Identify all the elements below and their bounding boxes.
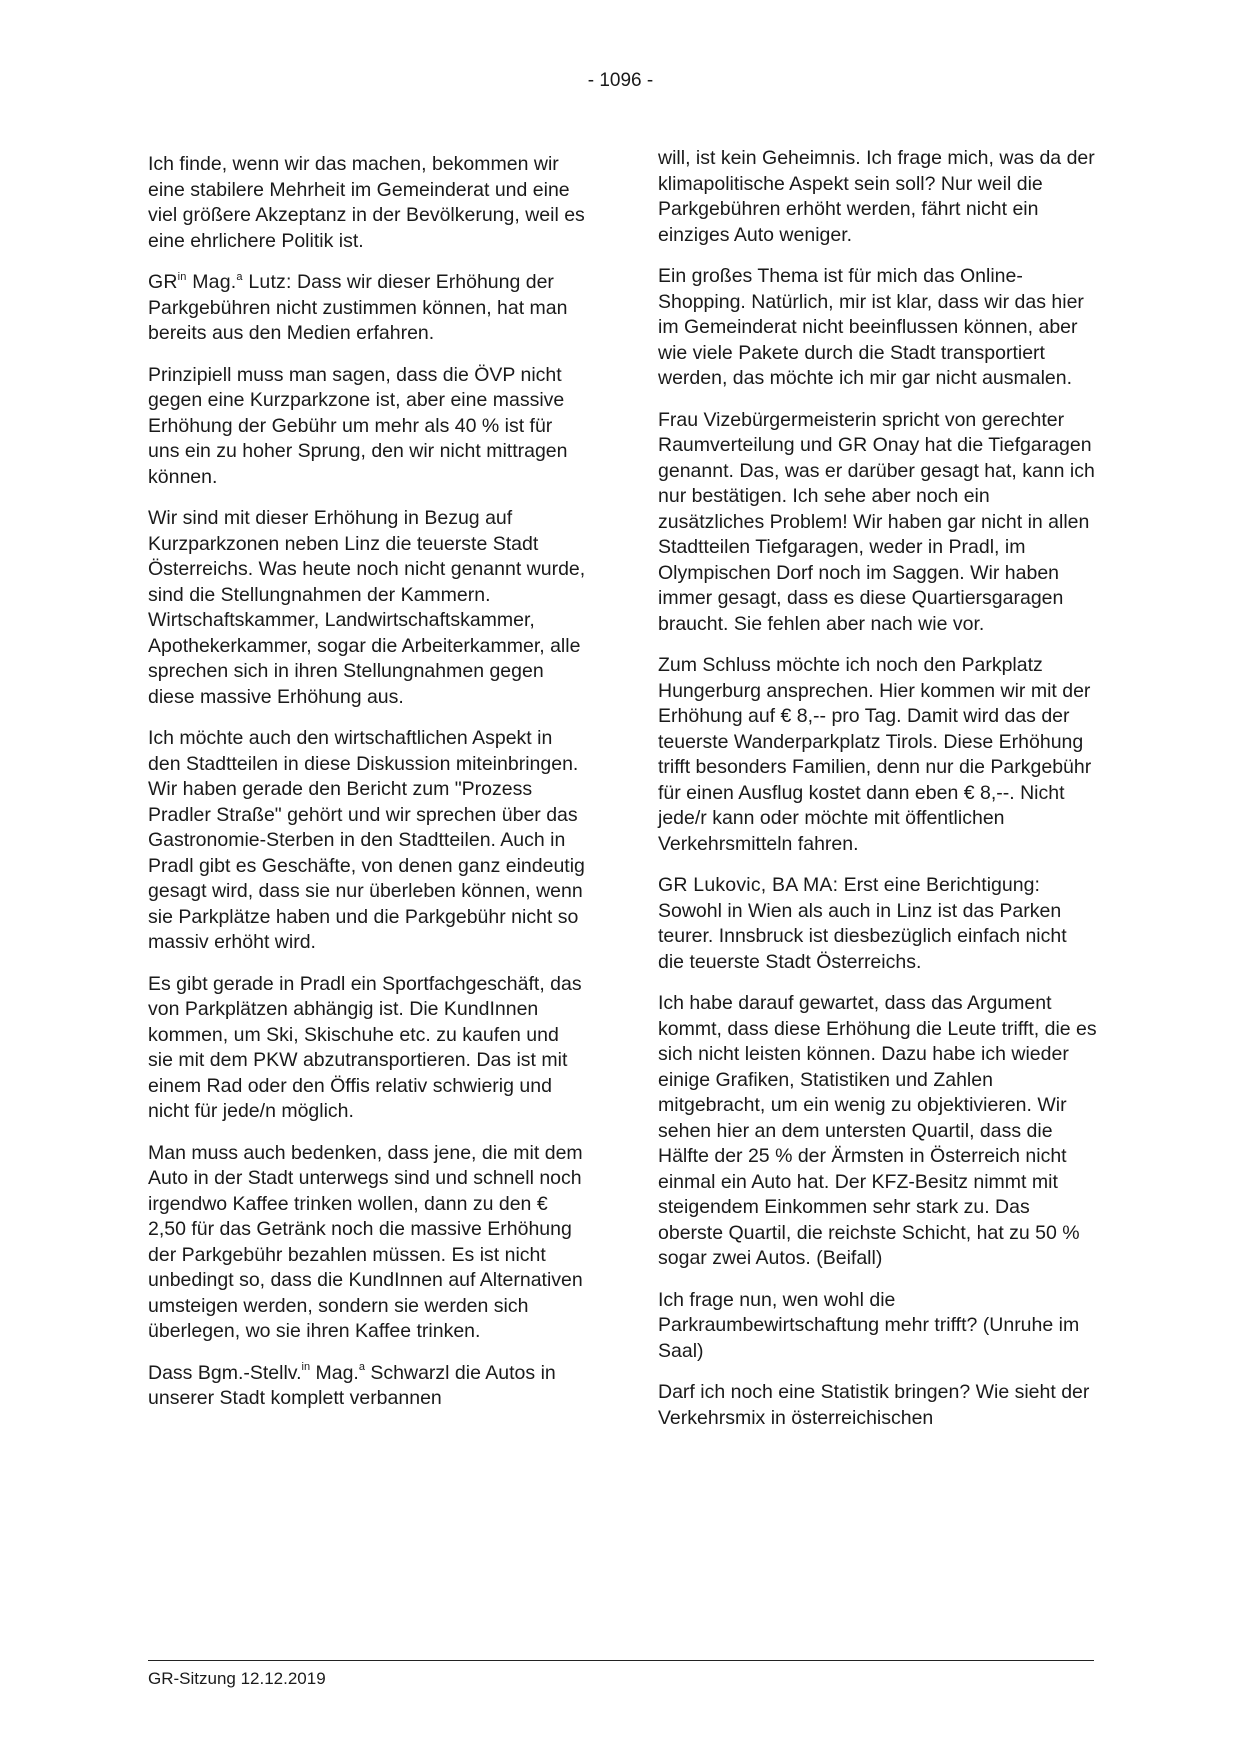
footer-session-date: GR-Sitzung 12.12.2019 (148, 1669, 326, 1688)
left-column (148, 152, 588, 1428)
text-segment: Schwarzl die Autos in unserer Stadt komplett verbannen (148, 1361, 556, 1409)
paragraph (148, 1361, 588, 1412)
paragraph: Ein großes Thema ist für mich das Online-Shopping. Natürlich, mir ist klar, dass wir das hier im Gemeinderat nicht beeinflussen können, aber wie viele Pakete durch die Stadt transportiert werden, das möchte ich mir gar nicht ausmalen. (658, 265, 1084, 389)
page-number: - 1096 - (587, 70, 654, 91)
paragraph: Ich habe darauf gewartet, dass das Argument kommt, dass diese Erhöhung die Leute trifft, die es sich nicht leisten können. Dazu habe ich wieder einige Grafiken, Statistiken und Zahlen mitgebracht, um ein wenig zu objektivieren. Wir sehen hier an dem untersten Quartil, dass die Hälfte der 25 % der Ärmsten in Österreich nicht einmal ein Auto hat. Der KFZ-Besitz nimmt mit steigendem Einkommen sehr stark zu. Das oberste Quartil, die reichste Schicht, hat zu 50 % sogar zwei Autos. (Beifall) (658, 992, 1097, 1269)
paragraph: Wir sind mit dieser Erhöhung in Bezug auf Kurzparkzonen neben Linz die teuerste Stadt Österreichs. Was heute noch nicht genannt wurde, sind die Stellungnahmen der Kammern. Wirtschaftskammer, Landwirtschaftskammer, Apothekerkammer, sogar die Arbeiterkammer, alle sprechen sich in ihren Stellungnahmen gegen diese massive Erhöhung aus. (148, 507, 586, 708)
paragraph: Ich frage nun, wen wohl die Parkraumbewirtschaftung mehr trifft? (Unruhe im Saal) (658, 1288, 1080, 1362)
text-segment: Dass Bgm.-Stellv. (148, 1361, 302, 1384)
speaker-surname: Lutz: (242, 271, 292, 293)
speaker-name (148, 271, 292, 293)
paragraph-speaker-lukovic (658, 873, 1098, 975)
superscript: a (358, 1361, 365, 1373)
footer-divider (148, 1660, 1094, 1661)
text-segment: Mag. (310, 1361, 359, 1384)
paragraph-speaker-lutz (148, 270, 588, 347)
paragraph: Darf ich noch eine Statistik bringen? Wie sieht der Verkehrsmix in österreichischen (658, 1381, 1090, 1429)
paragraph: Zum Schluss möchte ich noch den Parkplatz Hungerburg ansprechen. Hier kommen wir mit der Erhöhung auf € 8,-- pro Tag. Damit wird das der teuerste Wanderparkplatz Tirols. Diese Erhöhung trifft besonders Familien, denn nur die Parkgebühr für einen Ausflug kostet dann eben € 8,--. Nicht jede/r kann oder möchte mit öffentlichen Verkehrsmitteln fahren. (658, 654, 1092, 855)
speaker-degree: Mag. (186, 271, 237, 293)
speech-text: Erst eine Berichtigung: Sowohl in Wien als auch in Linz ist das Parken teurer. Innsbruck ist diesbezüglich einfach nicht die teuerste Stadt Österreichs. (658, 874, 1067, 973)
paragraph: Ich finde, wenn wir das machen, bekommen wir eine stabilere Mehrheit im Gemeinderat und eine viel größere Akzeptanz in der Bevölkerung, weil es eine ehrlichere Politik ist. (148, 153, 585, 252)
paragraph: Frau Vizebürgermeisterin spricht von gerechter Raumverteilung und GR Onay hat die Tiefgaragen genannt. Das, was er darüber gesagt hat, kann ich nur bestätigen. Ich sehe aber noch ein zusätzliches Problem! Wir haben gar nicht in allen Stadtteilen Tiefgaragen, weder in Pradl, im Olympischen Dorf noch im Saggen. Wir haben immer gesagt, dass es diese Quartiersgaragen braucht. Sie fehlen aber nach wie vor. (658, 408, 1095, 635)
speaker-title: GR (148, 271, 178, 293)
superscript: in (177, 270, 187, 283)
paragraph: Ich möchte auch den wirtschaftlichen Aspekt in den Stadtteilen in diese Diskussion miteinbringen. Wir haben gerade den Bericht zum "Prozess Pradler Straße" gehört und wir sprechen über das Gastronomie-Sterben in den Stadtteilen. Auch in Pradl gibt es Geschäfte, von denen ganz eindeutig gesagt wird, dass sie nur überleben können, wenn sie Parkplätze haben und die Parkgebühr nicht so massiv erhöht wird. (148, 727, 585, 953)
superscript: a (236, 270, 243, 283)
right-column (658, 146, 1098, 1447)
speech-text: Dass wir dieser Erhöhung der Parkgebühren nicht zustimmen können, hat man bereits aus den Medien erfahren. (148, 271, 568, 344)
superscript: in (301, 1361, 311, 1373)
speaker-name: GR Lukovic, BA MA: (658, 874, 839, 896)
paragraph: Prinzipiell muss man sagen, dass die ÖVP nicht gegen eine Kurzparkzone ist, aber eine massive Erhöhung der Gebühr um mehr als 40 % ist für uns ein zu hoher Sprung, den wir nicht mittragen können. (148, 363, 568, 488)
paragraph: will, ist kein Geheimnis. Ich frage mich, was da der klimapolitische Aspekt sein soll? Nur weil die Parkgebühren erhöht werden, fährt nicht ein einziges Auto weniger. (658, 147, 1095, 246)
paragraph: Es gibt gerade in Pradl ein Sportfachgeschäft, das von Parkplätzen abhängig ist. Die KundInnen kommen, um Ski, Skischuhe etc. zu kaufen und sie mit dem PKW abzutransportieren. Das ist mit einem Rad oder den Öffis relativ schwierig und nicht für jede/n möglich. (148, 972, 582, 1122)
paragraph: Man muss auch bedenken, dass jene, die mit dem Auto in der Stadt unterwegs sind und schnell noch irgendwo Kaffee trinken wollen, dann zu den € 2,50 für das Getränk noch die massive Erhöhung der Parkgebühr bezahlen müssen. Es ist nicht unbedingt so, dass die KundInnen auf Alternativen umsteigen werden, sondern sie werden sich überlegen, wo sie ihren Kaffee trinken. (148, 1141, 583, 1342)
